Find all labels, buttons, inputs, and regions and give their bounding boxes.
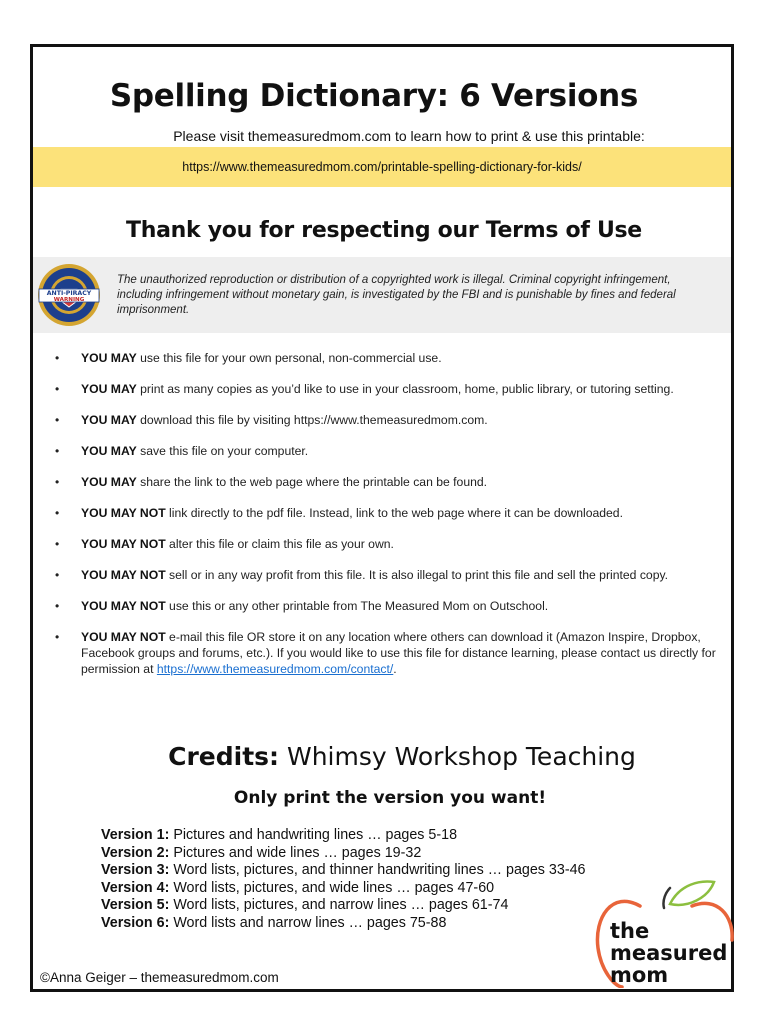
terms-list-item bbox=[52, 598, 727, 614]
rule-text: download this file by visiting https://www.themeasuredmom.com. bbox=[136, 413, 488, 427]
rule-lead: YOU MAY NOT bbox=[81, 630, 166, 644]
terms-list-item bbox=[52, 443, 727, 459]
terms-list-item bbox=[52, 536, 727, 552]
rule-text: use this file for your own personal, non-commercial use. bbox=[136, 351, 442, 365]
bullet-icon: • bbox=[55, 630, 60, 644]
rule-lead: YOU MAY bbox=[81, 382, 137, 396]
version-text: Word lists, pictures, and thinner handwriting lines … pages 33-46 bbox=[169, 862, 586, 878]
credits-label: Credits: bbox=[168, 742, 280, 771]
rule-lead: YOU MAY NOT bbox=[81, 568, 166, 582]
terms-list-item bbox=[52, 629, 727, 677]
logo-line-1: the bbox=[610, 919, 650, 943]
terms-heading: Thank you for respecting our Terms of Use bbox=[126, 218, 642, 243]
version-label: Version 1: bbox=[101, 827, 170, 843]
version-label: Version 5: bbox=[101, 897, 170, 913]
version-text: Word lists, pictures, and wide lines … pages 47-60 bbox=[169, 879, 495, 896]
terms-list-item bbox=[52, 567, 727, 583]
piracy-warning-text: The unauthorized reproduction or distribution of a copyrighted work is illegal. Criminal copyright infringement, including infringement without monetary gain, is investigated by the FBI and is punishable by fines and federal imprisonment. bbox=[117, 274, 676, 316]
bullet-icon: • bbox=[55, 413, 60, 427]
rule-text: alter this file or claim this file as your own. bbox=[165, 537, 394, 551]
measured-mom-logo bbox=[592, 878, 737, 988]
bullet-icon: • bbox=[55, 537, 60, 551]
rule-text: print as many copies as you’d like to use in your classroom, home, public library, or tutoring setting. bbox=[136, 382, 674, 396]
visit-instructions: Please visit themeasuredmom.com to learn how to print & use this printable: bbox=[173, 128, 645, 144]
rule-text: save this file on your computer. bbox=[136, 444, 309, 458]
contact-link[interactable]: https://www.themeasuredmom.com/contact/ bbox=[156, 662, 394, 676]
seal-warning-text: WARNING bbox=[53, 297, 85, 303]
version-item bbox=[101, 827, 701, 845]
version-text: Word lists, pictures, and narrow lines … pages 61-74 bbox=[169, 897, 509, 913]
rule-lead: YOU MAY bbox=[81, 351, 137, 365]
leaf-icon bbox=[670, 882, 714, 905]
version-label: Version 6: bbox=[101, 914, 170, 931]
logo-line-2: measured bbox=[610, 941, 728, 965]
version-item bbox=[101, 845, 701, 863]
terms-list-item bbox=[52, 474, 727, 490]
bullet-icon: • bbox=[55, 475, 60, 489]
only-print-heading: Only print the version you want! bbox=[233, 788, 547, 808]
seal-anti-piracy-text: ANTI-PIRACY bbox=[46, 290, 92, 297]
logo-line-3: mom bbox=[610, 963, 669, 987]
url-banner bbox=[33, 147, 731, 187]
version-label: Version 4: bbox=[101, 879, 170, 896]
bullet-icon: • bbox=[55, 382, 60, 396]
version-text: Pictures and wide lines … pages 19-32 bbox=[169, 844, 422, 861]
piracy-warning-box bbox=[33, 257, 731, 333]
version-label: Version 3: bbox=[101, 862, 170, 878]
credits-line bbox=[36, 742, 768, 771]
rule-lead: YOU MAY NOT bbox=[81, 506, 166, 520]
rule-lead: YOU MAY NOT bbox=[81, 599, 166, 613]
rule-lead: YOU MAY bbox=[81, 413, 137, 427]
terms-list-item bbox=[52, 381, 727, 397]
bullet-icon: • bbox=[55, 506, 60, 520]
rule-text: e-mail this file OR store it on any location where others can download it (Amazon Inspire, Dropbox, Facebook groups and forums, etc.). If you would like to use this file for distance learning, please contact us directly for permission at bbox=[81, 630, 716, 676]
version-text: Pictures and handwriting lines … pages 5-18 bbox=[169, 827, 458, 843]
bullet-icon: • bbox=[55, 568, 60, 582]
rule-lead: YOU MAY NOT bbox=[81, 537, 166, 551]
rule-lead: YOU MAY bbox=[81, 444, 137, 458]
copyright-footer: ©Anna Geiger – themeasuredmom.com bbox=[40, 970, 279, 985]
printable-url[interactable]: https://www.themeasuredmom.com/printable-spelling-dictionary-for-kids/ bbox=[182, 160, 582, 174]
version-label: Version 2: bbox=[101, 844, 170, 861]
rule-text: use this or any other printable from The Measured Mom on Outschool. bbox=[165, 599, 549, 613]
bullet-icon: • bbox=[55, 444, 60, 458]
fbi-seal-icon bbox=[37, 263, 101, 327]
bullet-icon: • bbox=[55, 351, 60, 365]
credits-name: Whimsy Workshop Teaching bbox=[279, 742, 636, 771]
rule-text: share the link to the web page where the printable can be found. bbox=[136, 475, 488, 489]
bullet-icon: • bbox=[55, 599, 60, 613]
terms-list-item bbox=[52, 350, 727, 366]
terms-list-item bbox=[52, 412, 727, 428]
terms-list bbox=[52, 350, 727, 677]
rule-text-end: . bbox=[393, 662, 397, 676]
version-item bbox=[101, 862, 701, 880]
rule-lead: YOU MAY bbox=[81, 475, 137, 489]
version-text: Word lists and narrow lines … pages 75-88 bbox=[169, 914, 447, 931]
rule-text: sell or in any way profit from this file. It is also illegal to print this file and sell the printed copy. bbox=[165, 568, 669, 582]
page-title: Spelling Dictionary: 6 Versions bbox=[109, 78, 639, 114]
rule-text: link directly to the pdf file. Instead, link to the web page where it can be downloaded. bbox=[165, 506, 623, 520]
terms-list-item bbox=[52, 505, 727, 521]
